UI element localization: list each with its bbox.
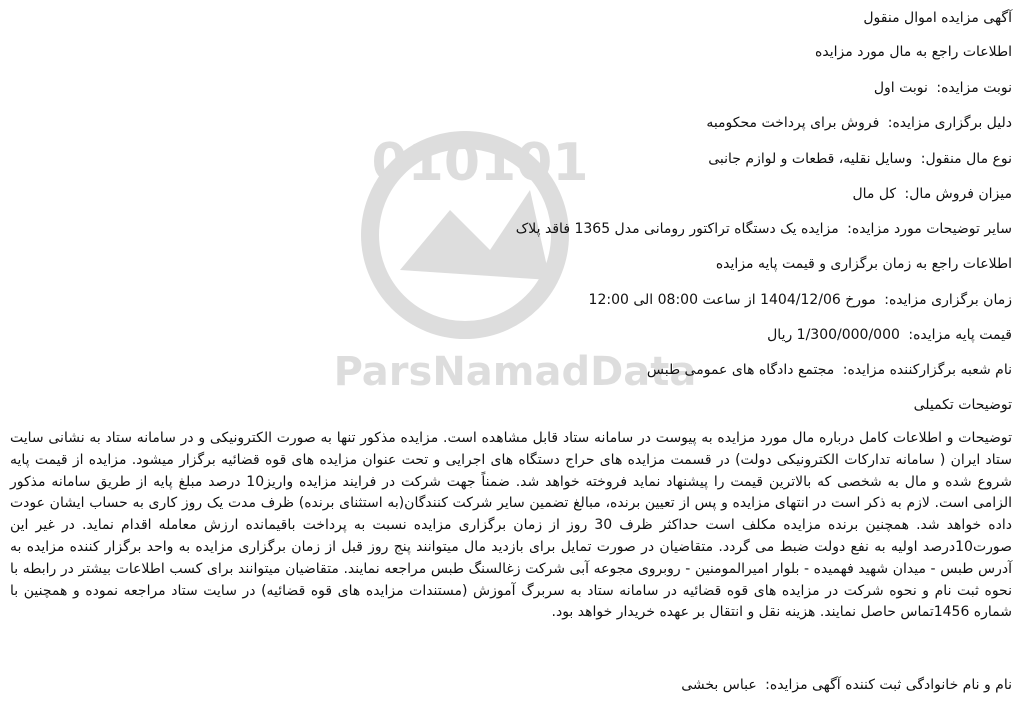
property-type [708,150,1012,168]
sale-amount-value: کل مال [852,186,897,202]
section-time-info: اطلاعات راجع به زمان برگزاری و قیمت پایه مزایده [715,256,1012,272]
section-extra-info: توضیحات تکمیلی [913,397,1012,413]
extra-description-paragraph: توضیحات و اطلاعات کامل درباره مال مورد مزایده به پیوست در سامانه ستاد قابل مشاهده است. مزایده مذکور تنها به صورت الکترونیکی و در سامانه ستاد به نشانی سایت ستاد ایران ( سامانه تدارکات الکترونیکی دولت) در قسمت مزایده های حراج دستگاه های اجرایی و تحت عنوان مزایده های قوه قضائیه برگزار میشود. مزایده از قیمت پایه شروع شده و مال به شخصی که بالاترین قیمت را پیشنهاد نماید فروخته خواهد شد. ضمناً جهت شرکت در فرایند مزایده واریز10 درصد مبلغ پایه از طریق سامانه مذکور الزامی است. لازم به ذکر است در انتهای مزایده و پس از تعیین برنده، مبالغ تضمین سایر شرکت کنندگان(به استثنای برنده) ظرف مدت یک روز کاری به حساب ایشان عودت داده خواهد شد. همچنین برنده مزایده مکلف است حداکثر ظرف 30 روز از زمان برگزاری مزایده نسبت به پرداخت باقیمانده ارزش معامله اقدام نماید. در غیر این صورت10درصد اولیه به نفع دولت ضبط می گردد. متقاضیان در صورت تمایل برای بازدید مال میتوانند پنج روز قبل از زمان برگزاری مزایده به واحد برگزار کننده مزایده به آدرس طبس - میدان شهید فهمیده - بلوار امیرالمومنین - روبروی مجوعه آبی شرکت زغالسنگ طبس مراجعه نمایند. متقاضیان میتوانند برای کسب اطلاعات بیشتر در رابطه با نحوه ثبت نام و نحوه شرکت در مزایده های قوه قضائیه در سامانه ستاد به سربرگ آموزش (مستندات مزایده های قوه قضائیه) در سایت ستاد مراجعه نموده و همچنین با شماره 1456تماس حاصل نمایند. هزینه نقل و انتقال بر عهده خریدار خواهد بود. [10,430,1013,621]
base-price-value: 1/300/000/000 ریال [767,327,900,343]
auction-reason-value: فروش برای پرداخت محکومبه [706,115,880,131]
organizing-branch-value: مجتمع دادگاه های عمومی طبس [646,362,835,378]
auction-reason [706,114,1012,132]
organizing-branch [647,361,1012,379]
registrar-label: نام و نام خانوادگی ثبت کننده آگهی مزایده: [765,677,1012,693]
auction-turn-value: نوبت اول [873,80,928,96]
sale-amount [852,185,1012,203]
base-price [767,326,1012,344]
auction-reason-label: دلیل برگزاری مزایده: [887,115,1012,131]
section-item-info: اطلاعات راجع به مال مورد مزایده [815,44,1012,60]
other-description-label: سایر توضیحات مورد مزایده: [847,221,1012,237]
watermark-logo [250,120,790,450]
notice-title: آگهی مزایده اموال منقول [863,10,1012,26]
watermark-brand: ParsNamadData [333,349,697,395]
organizing-branch-label: نام شعبه برگزارکننده مزایده: [842,362,1012,378]
base-price-label: قیمت پایه مزایده: [908,327,1012,343]
registrar [681,676,1012,694]
registrar-value: عباس بخشی [681,677,757,693]
auction-turn-label: نوبت مزایده: [936,80,1012,96]
auction-datetime-value: مورخ 1404/12/06 از ساعت 08:00 الی 12:00 [588,292,876,308]
watermark-digits: 010101 [371,133,589,193]
auction-datetime [589,291,1012,309]
property-type-label: نوع مال منقول: [920,151,1012,167]
property-type-value: وسایل نقلیه، قطعات و لوازم جانبی [708,151,913,167]
other-description-value: مزایده یک دستگاه تراکتور رومانی مدل 1365 فاقد پلاک [515,221,839,237]
sale-amount-label: میزان فروش مال: [904,186,1012,202]
auction-turn [874,79,1012,97]
other-description [516,220,1012,238]
auction-datetime-label: زمان برگزاری مزایده: [884,292,1012,308]
